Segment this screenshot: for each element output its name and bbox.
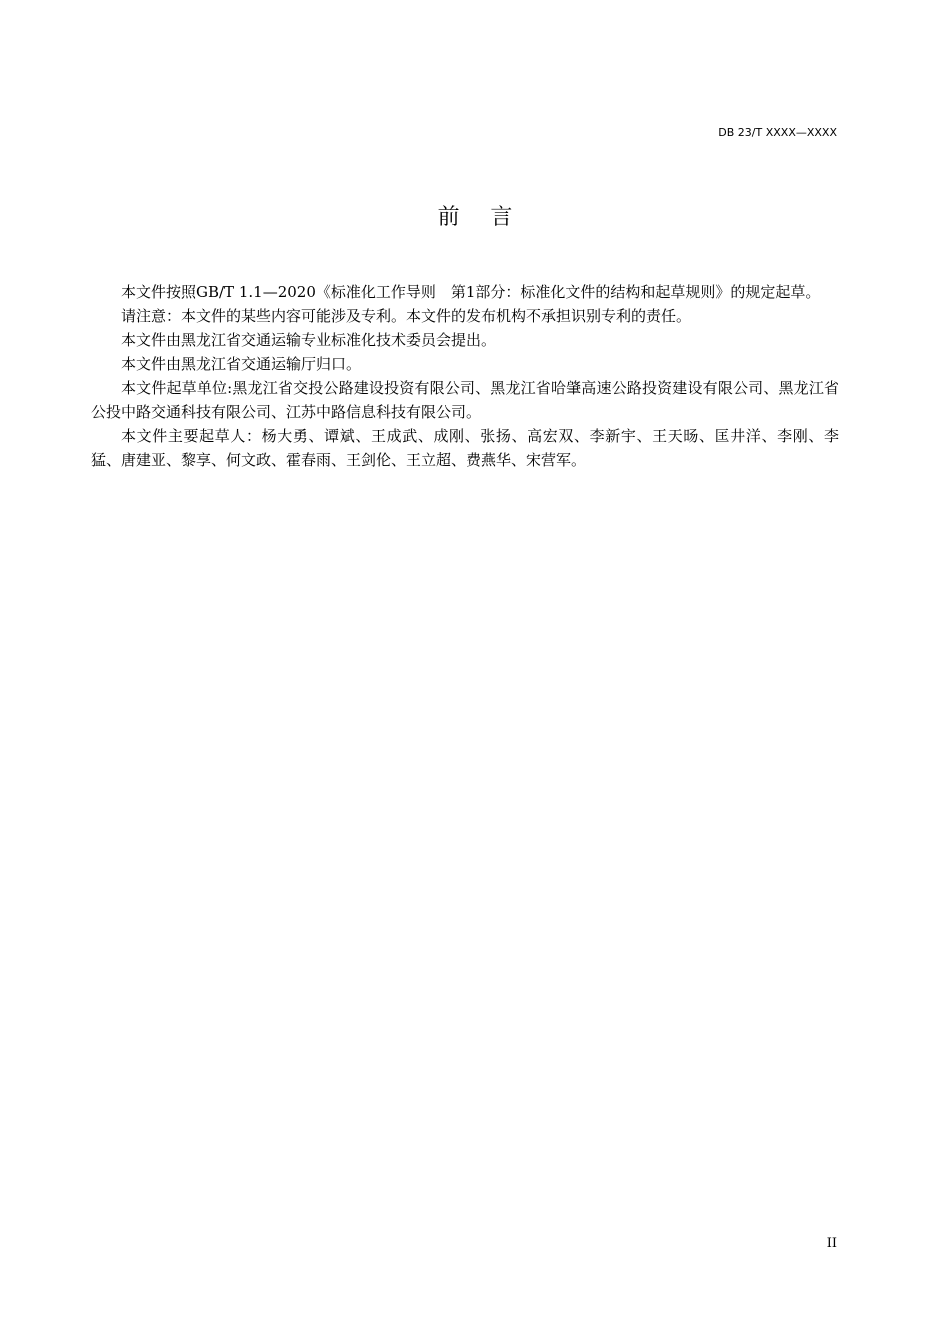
paragraph-drafting-rules: 本文件按照GB/T 1.1—2020《标准化工作导则 第1部分：标准化文件的结构和起草规则》的规定起草。 xyxy=(121,283,821,301)
page-number: II xyxy=(826,1236,837,1251)
paragraph-patent-notice: 请注意：本文件的某些内容可能涉及专利。本文件的发布机构不承担识别专利的责任。 xyxy=(121,307,692,325)
document-code: DB 23/T XXXX—XXXX xyxy=(718,126,837,139)
foreword-body xyxy=(91,280,839,472)
page-title: 前言 xyxy=(437,205,544,230)
paragraph-proposer: 本文件由黑龙江省交通运输专业标准化技术委员会提出。 xyxy=(121,331,497,349)
paragraph-administrator: 本文件由黑龙江省交通运输厅归口。 xyxy=(121,355,362,373)
paragraph-drafting-units: 本文件起草单位:黑龙江省交投公路建设投资有限公司、黑龙江省哈肇高速公路投资建设有限公司、黑龙江省公投中路交通科技有限公司、江苏中路信息科技有限公司。 xyxy=(91,379,839,421)
paragraph-drafters: 本文件主要起草人：杨大勇、谭斌、王成武、成刚、张扬、高宏双、李新宇、王天旸、匡井洋、李刚、李猛、唐建亚、黎享、何文政、霍春雨、王剑伦、王立超、费燕华、宋营军。 xyxy=(91,427,839,469)
